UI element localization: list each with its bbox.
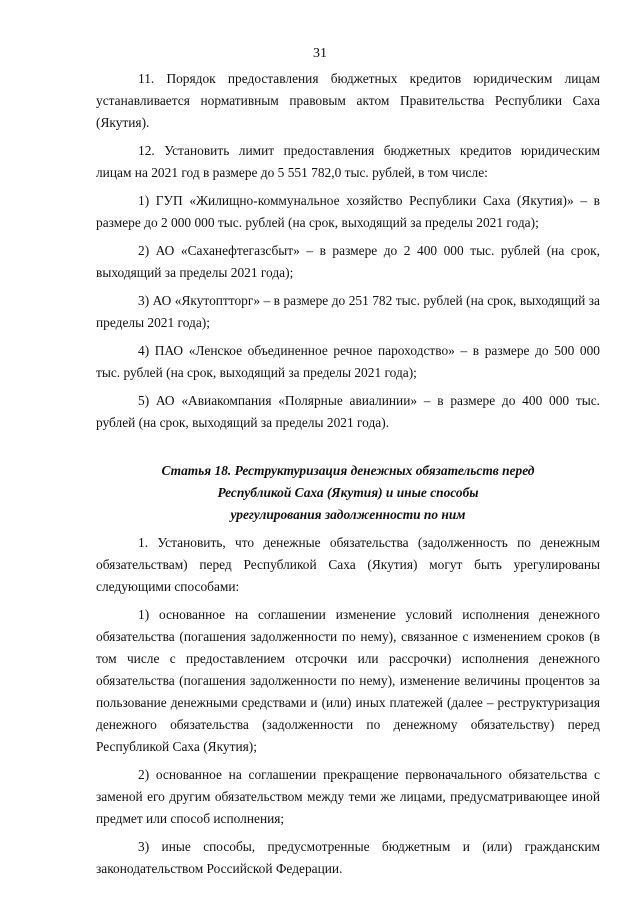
paragraph: 12. Установить лимит предоставления бюджетных кредитов юридическим лицам на 2021 год в размере до 5 551 782,0 тыс. рублей, в том числе: xyxy=(96,143,600,180)
list-item: 1) ГУП «Жилищно-коммунальное хозяйство Республики Саха (Якутия)» – в размере до 2 000 000 тыс. рублей (на срок, выходящий за пределы 2021 года); xyxy=(96,193,600,230)
list-item: 2) основанное на соглашении прекращение первоначального обязательства с заменой его другим обязательством между теми же лицами, предусматривающее иной предмет или способ исполнения; xyxy=(96,767,600,826)
list-item: 5) АО «Авиакомпания «Полярные авиалинии» – в размере до 400 000 тыс. рублей (на срок, выходящий за пределы 2021 года). xyxy=(96,393,600,430)
article-heading-line: Статья 18. Реструктуризация денежных обязательств перед xyxy=(161,463,535,478)
list-item: 1) основанное на соглашении изменение условий исполнения денежного обязательства (погашения задолженности по нему), связанное с изменением сроков (в том числе с предоставлением отсрочки или рассрочки) исполнения денежного обязательства (погашения задолженности по нему), изменение величины процентов за пользование денежными средствами и (или) иных платежей (далее – реструктуризация денежного обязательства (задолженности по денежному обязательству) перед Республикой Саха (Якутия); xyxy=(96,607,600,754)
page-number: 31 xyxy=(313,46,327,61)
document-body xyxy=(96,68,600,886)
article-heading-line: урегулирования задолженности по ним xyxy=(230,507,466,522)
list-item: 2) АО «Саханефтегазсбыт» – в размере до 2 400 000 тыс. рублей (на срок, выходящий за пределы 2021 года); xyxy=(96,243,600,280)
paragraph: 1. Установить, что денежные обязательства (задолженность по денежным обязательствам) перед Республикой Саха (Якутия) могут быть урегулированы следующими способами: xyxy=(96,535,600,594)
list-item: 3) иные способы, предусмотренные бюджетным и (или) гражданским законодательством Российской Федерации. xyxy=(96,839,600,876)
list-item: 3) АО «Якутоптторг» – в размере до 251 782 тыс. рублей (на срок, выходящий за пределы 2021 года); xyxy=(96,293,600,330)
article-heading-line: Республикой Саха (Якутия) и иные способы xyxy=(217,485,479,500)
list-item: 4) ПАО «Ленское объединенное речное пароходство» – в размере до 500 000 тыс. рублей (на срок, выходящий за пределы 2021 года); xyxy=(96,343,600,380)
article-heading xyxy=(96,460,600,526)
paragraph: 11. Порядок предоставления бюджетных кредитов юридическим лицам устанавливается нормативным правовым актом Правительства Республики Саха (Якутия). xyxy=(96,71,600,130)
